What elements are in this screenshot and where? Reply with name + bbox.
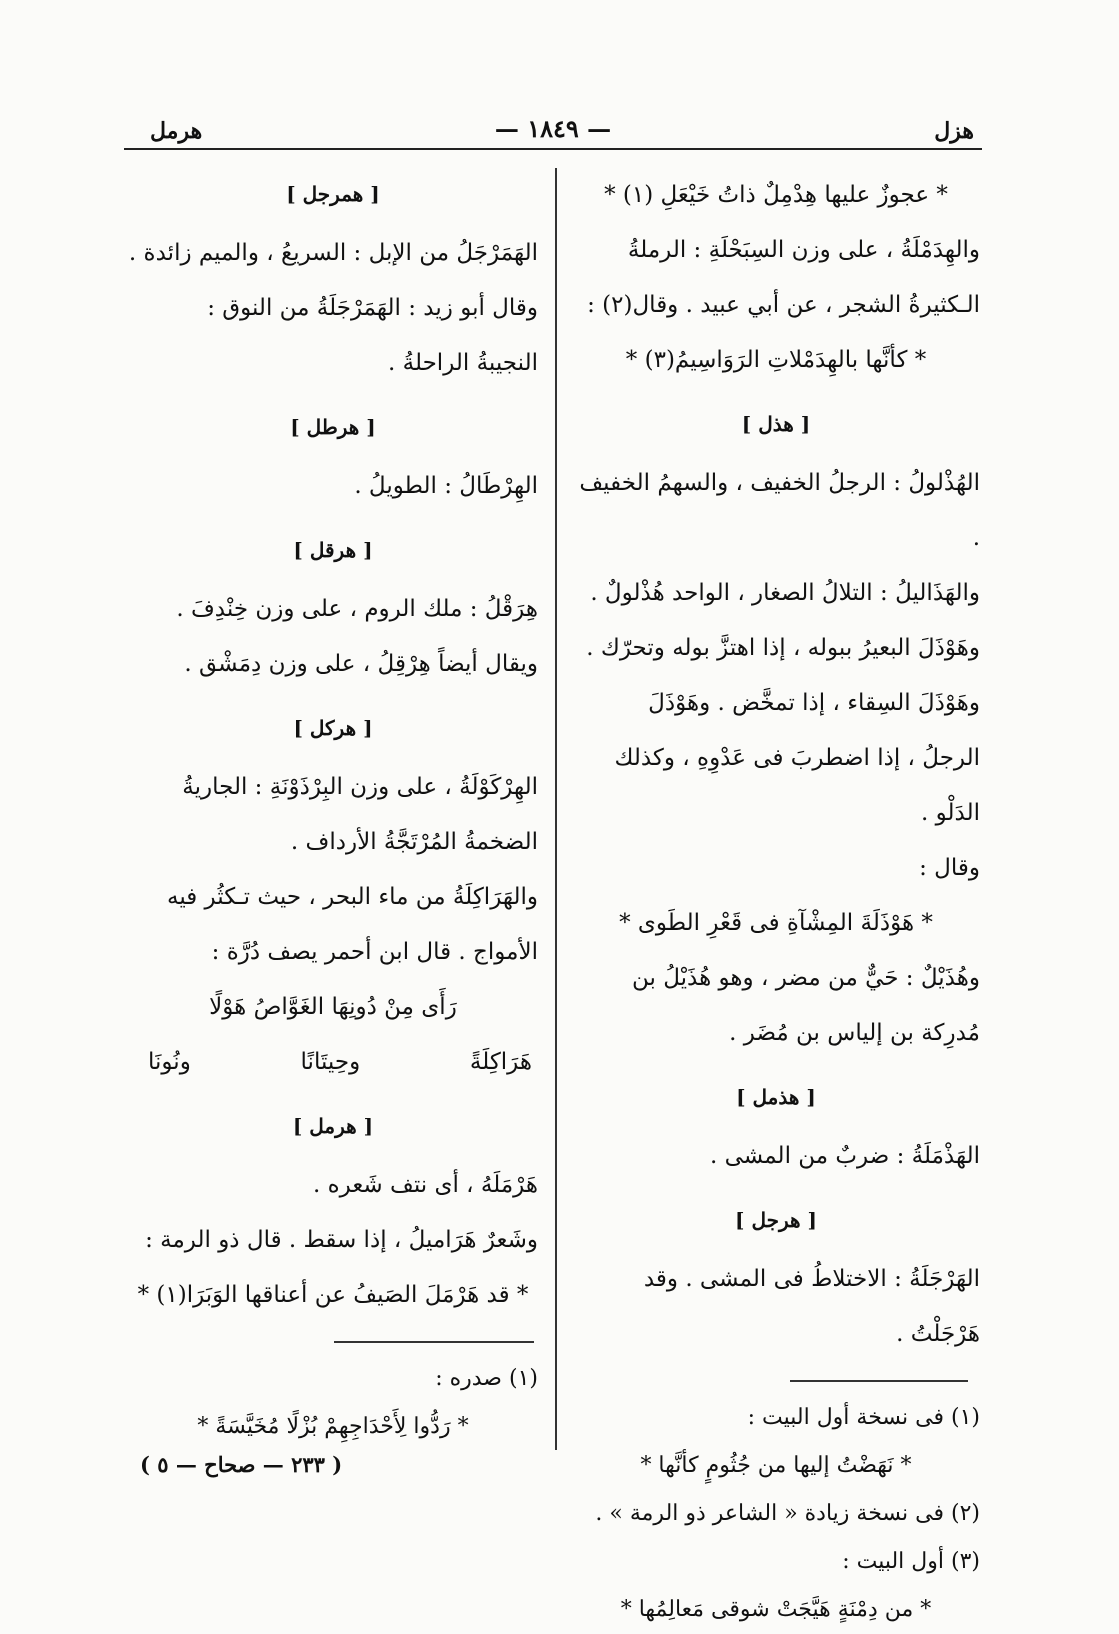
verse-line: رَأَى مِنْ دُونِهَا الغَوَّاصُ هَوْلًا (209, 994, 457, 1020)
entry-heading-hiraql: [ هرقل ] (293, 538, 373, 562)
text-line: هِرَقْلُ : ملك الروم ، على وزن خِنْدِفَ . (176, 596, 538, 622)
text-line: الهَذْمَلَةُ : ضربٌ من المشى . (709, 1143, 980, 1169)
entry-heading-harkal: [ هركل ] (293, 716, 373, 740)
page-header (124, 112, 982, 150)
text-line: الضخمةُ المُرْتَجَّةُ الأرداف . (290, 829, 538, 855)
text-line: مُدرِكة بن إلياس بن مُضَر . (729, 1020, 980, 1046)
footnote-verse: * رَدُّوا لِأَحْدَاجِهِمْ بُزْلًا مُخَيَّسَةً * (197, 1414, 469, 1439)
verse-line: * قد هَرْمَلَ الصَيفُ عن أعناقها الوَبَرَا(١) * (137, 1282, 529, 1308)
header-left-word: هرمل (150, 118, 203, 144)
text-line: وهَوْذَلَ البعيرُ ببوله ، إذا اهتزَّ بوله وتحرّك . (586, 635, 980, 661)
text-line: الأمواج . قال ابن أحمر يصف دُرَّة : (211, 939, 538, 965)
verse-word: وحِيتَانًا (300, 1049, 361, 1075)
text-line: الهُذْلولُ : الرجلُ الخفيف ، والسهمُ الخفيف . (579, 470, 980, 551)
verse-hemistich (128, 1035, 538, 1090)
footnote: (٢) فى نسخة زيادة « الشاعر ذو الرمة » . (595, 1501, 980, 1526)
text-line: الهَمَرْجَلُ من الإبل : السريعُ ، والميم زائدة . (128, 240, 538, 266)
text-line: الرجلُ ، إذا اضطربَ فى عَدْوِهِ ، وكذلك الدَلْو . (614, 745, 980, 826)
verse-line: * عجوزٌ عليها هِدْمِلٌ ذاتُ خَيْعَلِ (١) * (604, 182, 948, 208)
footnote: (١) فى نسخة أول البيت : (747, 1405, 980, 1430)
entry-heading-hadhmal: [ هذمل ] (736, 1085, 816, 1109)
text-line: الـكثيرةُ الشجر ، عن أبي عبيد . وقال(٢) : (587, 292, 980, 318)
verse-word: هَرَاكِلَةً (469, 1049, 532, 1075)
text-line: والهَرَاكِلَةُ من ماء البحر ، حيث تـكثُر فيه (166, 884, 538, 910)
text-line: وشَعرٌ هَرَاميلُ ، إذا سقط . قال ذو الرمة : (145, 1227, 538, 1253)
footnote-verse: * من دِمْنَةٍ هَيَّجَتْ شوقى مَعالِمُها * (620, 1597, 932, 1622)
text-line: الهِرْكَوْلَةُ ، على وزن البِرْذَوْنَةِ : الجاريةُ (182, 774, 538, 800)
verse-line: * كأنَّها بالهِدَمْلاتِ الرَوَاسِيمُ(٣) * (625, 347, 927, 373)
verse-word: ونُونَا (148, 1049, 191, 1075)
text-line: والهِدَمْلَةُ ، على وزن السِبَحْلَةِ : الرملةُ (627, 237, 980, 263)
text-line: وهَوْذَلَ السِقاء ، إذا تمخَّض . وهَوْذَلَ (648, 690, 980, 716)
text-line: وقال : (919, 855, 980, 881)
text-line: النجيبةُ الراحلةُ . (388, 350, 538, 376)
entry-heading-hirtal: [ هرطل ] (290, 415, 376, 439)
entry-heading-hamarjal: [ همرجل ] (286, 182, 380, 206)
footnote: (٣) أول البيت : (842, 1549, 980, 1574)
right-column (572, 168, 980, 1634)
verse-line: * هَوْذَلَةَ المِشْآةِ فى قَعْرِ الطَوى * (619, 910, 933, 936)
footnote-rule (334, 1341, 534, 1343)
text-line: الهَرْجَلَةُ : الاختلاطُ فى المشى . وقد هَرْجَلْتُ . (643, 1266, 980, 1347)
text-line: الهِرْطَالُ : الطويلُ . (354, 473, 538, 499)
entry-heading-harjal: [ هرجل ] (735, 1208, 817, 1232)
text-line: هَرْمَلَهُ ، أى نتف شَعره . (312, 1172, 538, 1198)
entry-heading-hadhl: [ هذل ] (741, 412, 811, 436)
text-line: ويقال أيضاً هِرْقِلُ ، على وزن دِمَشْق . (184, 651, 538, 677)
left-column (128, 168, 538, 1451)
signature-mark: ( ٢٣٣ — صحاح — ٥ ) (140, 1452, 343, 1477)
footnote: (١) صدره : (435, 1366, 538, 1391)
footnote-rule (790, 1380, 968, 1382)
column-divider (555, 168, 557, 1450)
footnote-verse: * نَهَضْتُ إليها من جُثُومٍ كأنَّها * (640, 1453, 912, 1478)
text-line: وهُذَيْلٌ : حَيٌّ من مضر ، وهو هُذَيْلُ بن (631, 965, 980, 991)
entry-heading-harmal: [ هرمل ] (292, 1114, 374, 1138)
header-right-word: هزل (934, 118, 974, 144)
text-line: وقال أبو زيد : الهَمَرْجَلَةُ من النوق : (207, 295, 538, 321)
page-number: — ١٨٤٩ — (494, 114, 612, 143)
text-line: والهَذَاليلُ : التلالُ الصغار ، الواحد هُذْلولٌ . (590, 580, 980, 606)
